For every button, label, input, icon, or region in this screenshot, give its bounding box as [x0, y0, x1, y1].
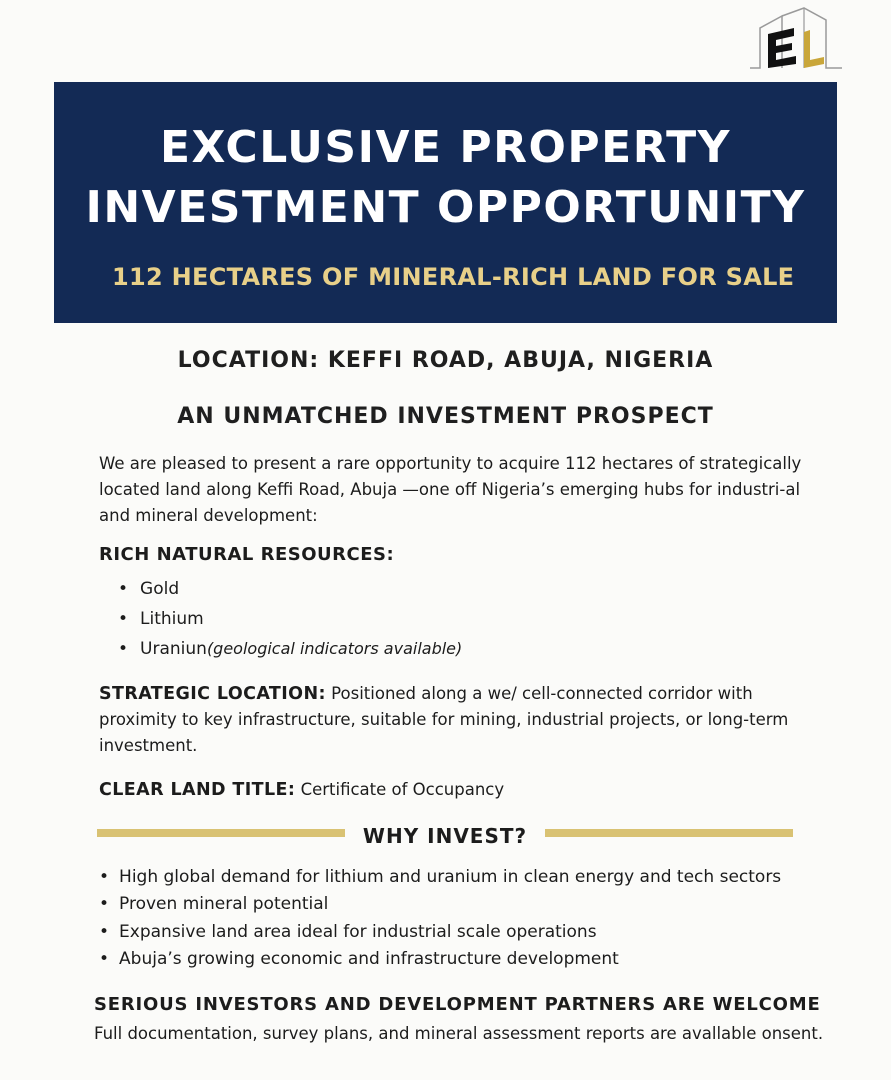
strategic-location-paragraph — [99, 681, 814, 759]
list-item — [118, 605, 462, 635]
logo-mark — [748, 6, 844, 72]
resource-gold: Gold — [140, 579, 180, 599]
why-invest-list — [99, 864, 781, 973]
hero-banner — [54, 82, 837, 323]
resources-list — [118, 575, 462, 665]
list-item — [118, 575, 462, 605]
intro-paragraph: We are pleased to present a rare opportunity to acquire 112 hectares of strategically located land along Keffi Road, Abuja —one off Nigeria’s emerging hubs for industri-al and mineral development: — [99, 454, 802, 525]
resource-note: (geological indicators available) — [206, 639, 463, 658]
resources-heading: RICH NATURAL RESOURCES: — [99, 544, 395, 565]
prospect-heading: AN UNMATCHED INVESTMENT PROSPECT — [177, 404, 714, 429]
banner-title-line1: EXCLUSIVE PROPERTY — [159, 122, 731, 173]
list-item — [99, 946, 781, 973]
strategic-location-label: STRATEGIC LOCATION: — [99, 684, 326, 704]
company-logo — [748, 6, 844, 72]
documentation-note: Full documentation, survey plans, and mineral assessment reports are avallable onsent. — [94, 1024, 824, 1043]
list-item — [99, 864, 781, 891]
resource-lithium: Lithium — [140, 608, 204, 629]
list-item — [99, 891, 781, 918]
resource-uranium: Uraniun — [140, 639, 207, 659]
list-item — [99, 919, 781, 946]
reason-land-area: Expansive land area ideal for industrial scale operations — [119, 921, 597, 942]
reason-demand: High global demand for lithium and uranium in clean energy and tech sectors — [119, 867, 782, 887]
banner-subtitle: 112 HECTARES OF MINERAL-RICH LAND FOR SALE — [112, 263, 795, 291]
banner-title-line2: INVESTMENT OPPORTUNITY — [85, 182, 806, 233]
land-title-paragraph — [99, 777, 814, 803]
list-item — [118, 634, 462, 665]
divider-left — [97, 829, 345, 837]
divider-right — [545, 829, 793, 837]
investors-welcome-heading: SERIOUS INVESTORS AND DEVELOPMENT PARTNERS ARE WELCOME — [94, 994, 821, 1015]
strategic-location-text: Positioned along a we/ cell-connected corridor with proximity to key infrastructure, suitable for mining, industrial projects, or long-term investment. — [99, 684, 789, 755]
land-title-label: CLEAR LAND TITLE: — [99, 780, 296, 800]
reason-potential: Proven mineral potential — [119, 894, 329, 915]
land-title-text: Certificate of Occupancy — [300, 780, 505, 799]
why-invest-heading: WHY INVEST? — [362, 824, 528, 848]
reason-growth: Abuja’s growing economic and infrastructure development — [119, 948, 619, 969]
location-heading: LOCATION: KEFFI ROAD, ABUJA, NIGERIA — [177, 348, 714, 373]
